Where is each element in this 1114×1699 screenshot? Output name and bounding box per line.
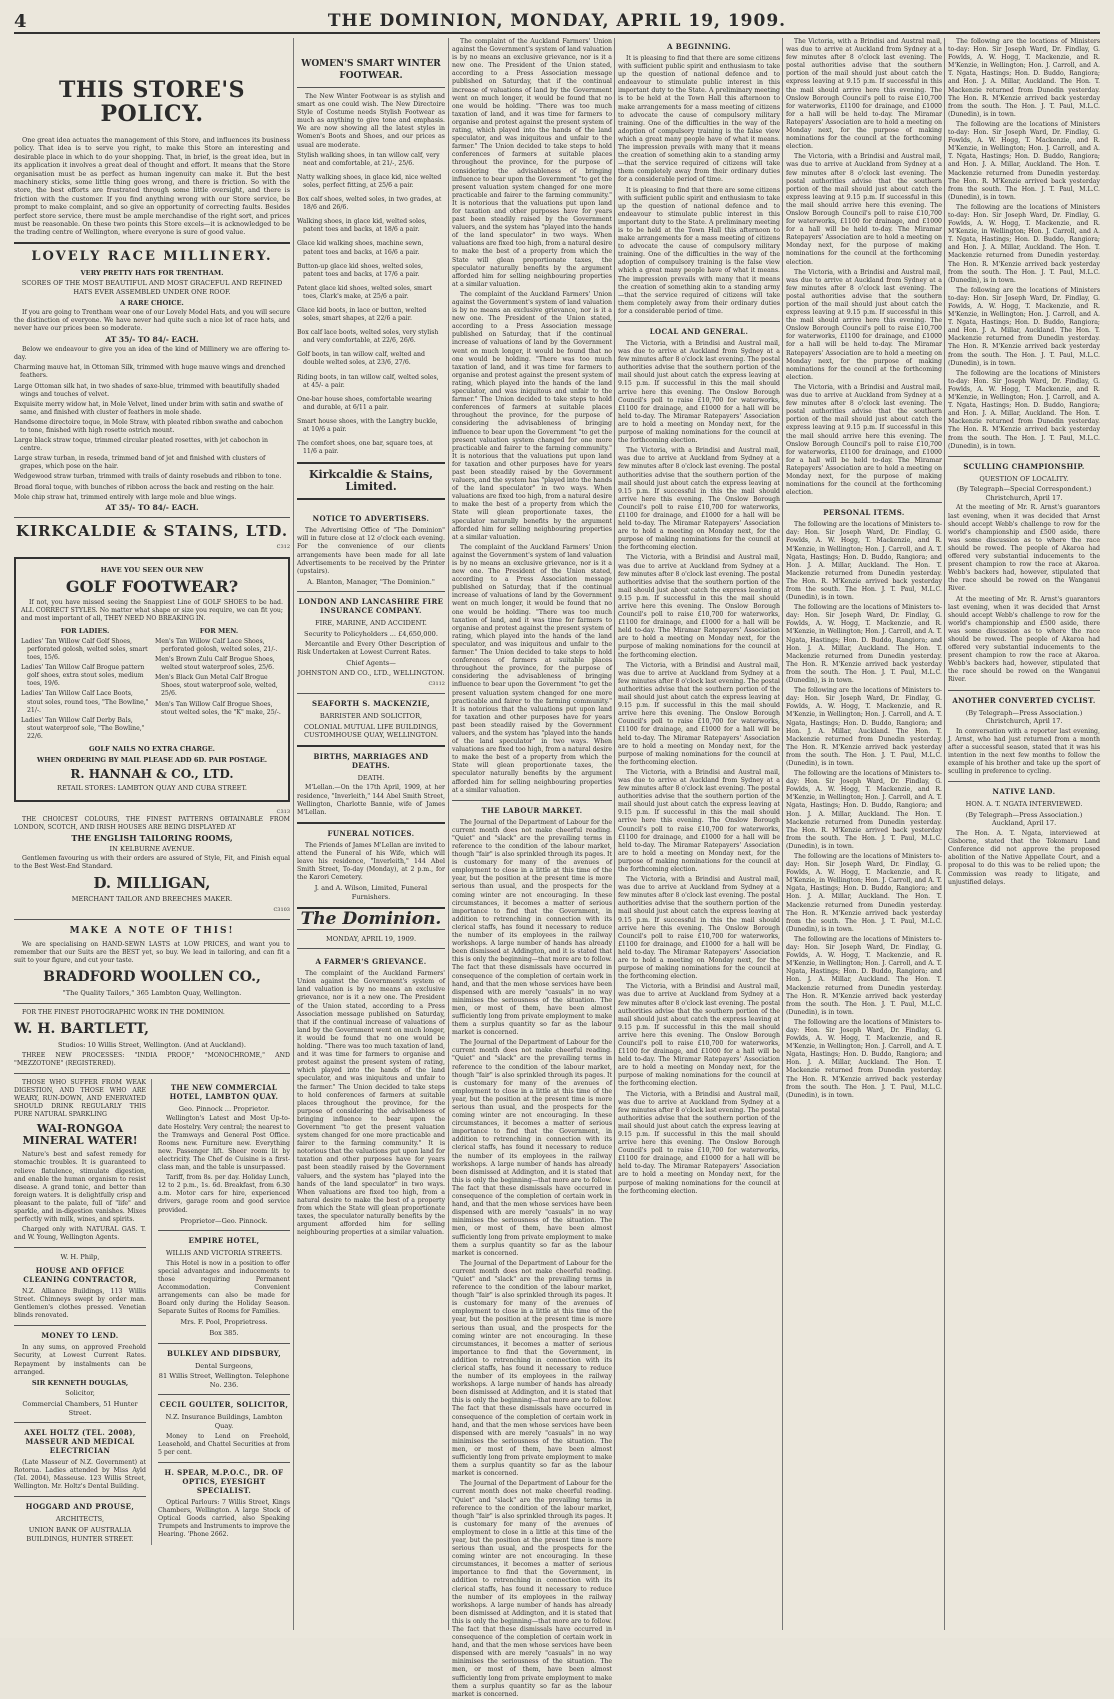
list-item: Ladies' Tan Willow Calf Lace Boots, stout soles, round toes, "The Bowline," 21/-. — [21, 690, 149, 714]
list-item: Mole chip straw hat, trimmed entirely with large mole and blue wings. — [14, 493, 237, 501]
insurance-agents: JOHNSTON AND CO., LTD., WELLINGTON. — [297, 669, 445, 678]
sculling-body-2: At the meeting of Mr. R. Arnst's guarantors last evening, when it was decided that Arnst should accept Webb's challenge to row for the world's championship and £500 aside, there was some discussion as to where the race should be rowed. The people of Akaroa had offered very substantial inducements to the present champion to row the race at Akaroa. Webb's backers had, however, stipulated that the race should be rowed on the Wanganui River. — [948, 595, 1100, 684]
farmers-continued-3: The complaint of the Auckland Farmers' Union against the Government's system of land valuation is by no means an exclusive grievance, nor is it a new one. The President of the Union stated, according to a Press Association message published on Saturday, that if the continual increase of valuations of land by the Government went on much longer, it would be found that no one would be holding. "There was too much taxation of land, and it was time for farmers to organise and protest against the present system of rating, which played into the hands of the land speculator, and was iniquitous and unfair to the farmer." The Union decided to take steps to hold conferences of farmers at suitable places throughout the province, for the purpose of considering the advisableness of bringing influence to bear upon the Government "to get the present valuation system changed for one more practicable and fairer to the farming community." It is notorious that the valuations put upon land for taxation and other purposes have for years past been steadily raised by the Government valuers, and the system has "played into the hands of the land speculator" in two ways. When valuations are fixed too high, from a natural desire to make the best of a property from which the State will glean proportionate taxes, the speculator naturally benefits by the argument afforded him for selling neighbouring properties at a similar valuation. — [452, 543, 612, 794]
commercial-hotel-tariff: Tariff, from 8s. per day. Holiday Lunch, 12 to 2 p.m., 1s. 6d. Breakfast, from 6.30 a.m. Motor cars for hire, experienced drivers, garage room and good service provided. — [158, 1174, 290, 1214]
list-item: The comfort shoes, one bar, square toes, at 11/6 a pair. — [297, 440, 433, 456]
commercial-hotel-heading: THE NEW COMMERCIAL HOTEL, LAMBTON QUAY. — [169, 1082, 279, 1101]
column-4 — [618, 38, 780, 1630]
farmers-continued-2: The complaint of the Auckland Farmers' Union against the Government's system of land valuation is by no means an exclusive grievance, nor is it a new one. The President of the Union stated, according to a Press Association message published on Saturday, that if the continual increase of valuations of land by the Government went on much longer, it would be found that no one would be holding. "There was too much taxation of land, and it was time for farmers to organise and protest against the present system of rating, which played into the hands of the land speculator, and was iniquitous and unfair to the farmer." The Union decided to take steps to hold conferences of farmers at suitable places throughout the province, for the purpose of considering the advisableness of bringing influence to bear upon the Government "to get the present valuation system changed for one more practicable and fairer to the farming community." It is notorious that the valuations put upon land for taxation and other purposes have for years past been steadily raised by the Government valuers, and the system has "played into the hands of the land speculator" in two ways. When valuations are fixed too high, from a natural desire to make the best of a property from which the State will glean proportionate taxes, the speculator naturally benefits by the argument afforded him for selling neighbouring properties at a similar valuation. — [452, 290, 612, 541]
footwear-heading: WOMEN'S SMART WINTER FOOTWEAR. — [301, 59, 441, 81]
commercial-hotel-proprietor-2: Proprietor—Geo. Pinnock. — [180, 1216, 268, 1225]
commercial-hotel-body: Wellington's Latest and Most Up-to-date Hostelry. Very central; the nearest to the Tramways and General Post Office. Rooms new. Furniture new. Everything new. Passenger lift. Sheer room lit by electricity. The Chef de Cuisine is a first-class man, and the table is unsurpassed. — [158, 1115, 290, 1172]
personal-continued-4: The following are the locations of Ministers to-day: Hon. Sir Joseph Ward, Dr. Findlay, G. Fowlds, A. W. Hogg, T. Mackenzie, and R. M'Kenzie, in Wellington; Hon. J. Carroll, and A. T. Ngata, Hastings; Hon. D. Buddo, Rangiora; and Hon. J. A. Millar, Auckland. The Hon. T. Mackenzie returned from Dunedin yesterday. The Hon. R. M'Kenzie arrived back yesterday from the south. The Hon. J. T. Paul, M.L.C. (Dunedin), is in town. — [948, 286, 1100, 367]
personal-body: The following are the locations of Ministers to-day: Hon. Sir Joseph Ward, Dr. Findlay, G. Fowlds, A. W. Hogg, T. Mackenzie, and R. M'Kenzie, in Wellington; Hon. J. Carroll, and A. T. Ngata, Hastings; Hon. D. Buddo, Rangiora; and Hon. J. A. Millar, Auckland. The Hon. T. Mackenzie returned from Dunedin yesterday. The Hon. R. M'Kenzie arrived back yesterday from the south. The Hon. J. T. Paul, M.L.C. (Dunedin), is in town. — [786, 521, 942, 602]
millinery-intro: If you are going to Trentham wear one of our Lovely Model Hats, and you will secure the distinction of everyone. We have never had quite such a nice lot of race hats, and never have our prices been so moderate. — [14, 309, 290, 333]
milligan-intro: THE CHOICEST COLOURS, THE FINEST PATTERNS OBTAINABLE FROM LONDON, SCOTCH, AND IRISH HOUSES ARE BEING DISPLAYED AT — [14, 815, 290, 831]
list-item: Wedgewood straw turban, trimmed with trails of dainty rosebuds and ribbon to tone. — [14, 473, 282, 481]
list-item: Box calf shoes, welted soles, in two grades, at 18/6 and 26/6. — [297, 196, 442, 212]
sculling-dateline: (By Telegraph—Special Correspondent.) Christchurch, April 17. — [956, 485, 1092, 502]
list-item: Charming mauve hat, in Ottoman Silk, trimmed with huge mauve wings and drenched feathers. — [14, 364, 286, 380]
list-item: Golf boots, in tan willow calf, welted and double welted soles, at 23/6, 27/6. — [297, 351, 425, 367]
personal-continued-3: The following are the locations of Ministers to-day: Hon. Sir Joseph Ward, Dr. Findlay, G. Fowlds, A. W. Hogg, T. Mackenzie, and R. M'Kenzie, in Wellington; Hon. J. Carroll, and A. T. Ngata, Hastings; Hon. D. Buddo, Rangiora; and Hon. J. A. Millar, Auckland. The Hon. T. Mackenzie returned from Dunedin yesterday. The Hon. R. M'Kenzie arrived back yesterday from the south. The Hon. J. T. Paul, M.L.C. (Dunedin), is in town. — [948, 203, 1100, 284]
insurance-body: Mercantile and Every Other Description of Risk Undertaken at Lowest Current Rates. — [297, 640, 445, 656]
goulter-body: Money to Lend on Freehold, Leasehold, and Chattel Securities at from 5 per cent. — [158, 1432, 290, 1456]
local-body: The Victoria, with a Brindisi and Austral mail, was due to arrive at Auckland from Sydney at a few minutes after 8 o'clock last evening. The postal authorities advise that the southern portion of the mail should just about catch the express leaving at 9.15 p.m. If successful in this the mail should arrive here this evening. The Onslow Borough Council's poll to raise £10,700 for waterworks, £1100 for drainage, and £1000 for a hall will be held to-day. The Miramar Ratepayers' Association are to hold a meeting on Monday next, for the purpose of making nominations for the council at the forthcoming election. — [618, 340, 780, 445]
commercial-hotel-proprietor: Geo. Pinnock ... Proprietor. — [178, 1104, 270, 1113]
bartlett-intro: FOR THE FINEST PHOTOGRAPHIC WORK IN THE DOMINION. — [22, 1009, 225, 1016]
douglas-title: Solicitor, — [65, 1389, 95, 1398]
local-continued-4: The Victoria, with a Brindisi and Austral mail, was due to arrive at Auckland from Sydney at a few minutes after 8 o'clock last evening. The postal authorities advise that the southern portion of the mail should just about catch the express leaving at 9.15 p.m. If successful in this the mail should arrive here this evening. The Onslow Borough Council's poll to raise £10,700 for waterworks, £1100 for drainage, and £1000 for a hall will be held to-day. The Miramar Ratepayers' Association are to hold a meeting on Monday next, for the purpose of making nominations for the council at the forthcoming election. — [786, 383, 942, 497]
bradford-tagline: "The Quality Tailors," 365 Lambton Quay, Wellington. — [62, 989, 242, 998]
personal-body-7: The following are the locations of Ministers to-day: Hon. Sir Joseph Ward, Dr. Findlay, G. Fowlds, A. W. Hogg, T. Mackenzie, and R. M'Kenzie, in Wellington; Hon. J. Carroll, and A. T. Ngata, Hastings; Hon. D. Buddo, Rangiora; and Hon. J. A. Millar, Auckland. The Hon. T. Mackenzie returned from Dunedin yesterday. The Hon. R. M'Kenzie arrived back yesterday from the south. The Hon. J. T. Paul, M.L.C. (Dunedin), is in town. — [786, 1018, 942, 1099]
list-item: Exquisite merry widow hat, in Mole Velvet, lined under brim with satin and swathe of same, and finished with cluster of feathers in mole shade. — [14, 400, 283, 416]
empire-hotel-box: Box 385. — [209, 1329, 239, 1338]
list-item: Large straw turban, in reseda, trimmed band of jet and finished with clusters of grapes, which pose on the hair. — [14, 455, 266, 471]
list-item: Walking shoes, in glace kid, welted soles, patent toes and backs, at 18/6 a pair. — [297, 218, 427, 234]
local-body-5: The Victoria, with a Brindisi and Austral mail, was due to arrive at Auckland from Sydney at a few minutes after 8 o'clock last evening. The postal authorities advise that the southern portion of the mail should just about catch the express leaving at 9.15 p.m. If successful in this the mail should arrive here this evening. The Onslow Borough Council's poll to raise £10,700 for waterworks, £1100 for drainage, and £1000 for a hall will be held to-day. The Miramar Ratepayers' Association are to hold a meeting on Monday next, for the purpose of making nominations for the council at the forthcoming election. — [618, 768, 780, 873]
native-land-heading: NATIVE LAND. — [992, 787, 1056, 797]
list-item: Glace kid boots, in lace or button, welted soles, smart shapes, at 22/6 a pair. — [297, 306, 427, 323]
list-item: Patent glace kid shoes, welted soles, smart toes, Clark's make, at 25/6 a pair. — [297, 284, 433, 300]
philp-name: W. H. Philp, — [60, 1253, 100, 1262]
death-heading: DEATH. — [357, 773, 385, 782]
sculling-body: At the meeting of Mr. R. Arnst's guarantors last evening, when it was decided that Arnst should accept Webb's challenge to row for the world's championship and £500 aside, there was some discussion as to where the race should be rowed. The people of Akaroa had offered very substantial inducements to the present champion to row the race at Akaroa. Webb's backers had, however, stipulated that the race should be rowed on the Wanganui River. — [948, 504, 1100, 593]
list-item: Glace kid walking shoes, machine sewn, patent toes and backs, at 16/6 a pair. — [297, 240, 424, 256]
local-continued-3: The Victoria, with a Brindisi and Austral mail, was due to arrive at Auckland from Sydney at a few minutes after 8 o'clock last evening. The postal authorities advise that the southern portion of the mail should just about catch the express leaving at 9.15 p.m. If successful in this the mail should arrive here this evening. The Onslow Borough Council's poll to raise £10,700 for waterworks, £1100 for drainage, and £1000 for a hall will be held to-day. The Miramar Ratepayers' Association are to hold a meeting on Monday next, for the purpose of making nominations for the council at the forthcoming election. — [786, 268, 942, 381]
holtz-name: AXEL HOLTZ (TEL. 2008), MASSEUR AND MEDICAL ELECTRICIAN — [24, 1428, 136, 1456]
ad-code: C3103 — [273, 907, 290, 914]
bulkley-address: 81 Willis Street, Wellington. Telephone No. 236. — [158, 1372, 290, 1389]
local-body-7: The Victoria, with a Brindisi and Austral mail, was due to arrive at Auckland from Sydney at a few minutes after 8 o'clock last evening. The postal authorities advise that the southern portion of the mail should just about catch the express leaving at 9.15 p.m. If successful in this the mail should arrive here this evening. The Onslow Borough Council's poll to raise £10,700 for waterworks, £1100 for drainage, and £1000 for a hall will be held to-day. The Miramar Ratepayers' Association are to hold a meeting on Monday next, for the purpose of making nominations for the council at the forthcoming election. — [618, 983, 780, 1088]
wairongoa-name: WAI-RONGOA MINERAL WATER! — [22, 1122, 138, 1148]
seaforth-address: COLONIAL MUTUAL LIFE BUILDINGS, CUSTOMHOUSE QUAY, WELLINGTON. — [303, 722, 439, 740]
empire-hotel-body: This Hotel is now in a position to offer special advantages and inducements to those requiring Permanent Accommodation. Convenient arrangements can also be made for Board only during the Holiday Season. Separate Suites of Rooms for Families. — [158, 1259, 290, 1316]
wairongoa-body: Nature's best and safest remedy for stomachic troubles. It is guaranteed to relieve flatulence, stimulate digestion, and enable the human organism to resist disease. A grand tonic, and better than foreign waters. It is delightfully crisp and pleasant to the palate, full of "life" and sparkle, and in-digestion vanishes. Mixes perfectly with milk, wines, and spirits. — [14, 1151, 146, 1224]
labour-body-3: The Journal of the Department of Labour for the current month does not make cheerful reading. "Quiet" and "slack" are the prevailing terms in reference to the condition of the labour market, though "fair" is also sprinkled through its pages. It is customary for many of the avenues of employment to close in a little at this time of the year, but the position at the present time is more serious than usual, and the prospects for the coming winter are not encouraging. In these circumstances, it becomes a matter of serious importance to find that the Government, in addition to retrenching in connection with its clerical staffs, has found it necessary to reduce the number of its employees in the railway workshops. A large number of hands has already been dismissed at Addington, and it is stated that this is only the beginning—that more are to follow. The fact that these dismissals have occurred in consequence of the completion of certain work in hand, and that the men whose services have been dispensed with are merely "casuals" in no way minimises the seriousness of the situation. The men, or most of them, have been almost sufficiently long from private employment to make them a surplus quantity so far as the labour market is concerned. — [452, 1259, 612, 1478]
empire-hotel-proprietor: Mrs. F. Pool, Proprietress. — [180, 1318, 268, 1327]
list-item: Men's Tan Willow Calf Brogue Shoes, stout welted soles, the "K" make, 25/-. — [155, 700, 281, 716]
local-body-8: The Victoria, with a Brindisi and Austral mail, was due to arrive at Auckland from Sydney at a few minutes after 8 o'clock last evening. The postal authorities advise that the southern portion of the mail should just about catch the express leaving at 9.15 p.m. If successful in this the mail should arrive here this evening. The Onslow Borough Council's poll to raise £10,700 for waterworks, £1100 for drainage, and £1000 for a hall will be held to-day. The Miramar Ratepayers' Association are to hold a meeting on Monday next, for the purpose of making nominations for the council at the forthcoming election. — [618, 1090, 780, 1195]
store-policy-heading: THIS STORE'S POLICY. — [58, 77, 246, 127]
local-body-2: The Victoria, with a Brindisi and Austral mail, was due to arrive at Auckland from Sydney at a few minutes after 8 o'clock last evening. The postal authorities advise that the southern portion of the mail should just about catch the express leaving at 9.15 p.m. If successful in this the mail should arrive here this evening. The Onslow Borough Council's poll to raise £10,700 for waterworks, £1100 for drainage, and £1000 for a hall will be held to-day. The Miramar Ratepayers' Association are to hold a meeting on Monday next, for the purpose of making nominations for the council at the forthcoming election. — [618, 447, 780, 552]
millinery-list — [14, 364, 290, 501]
bartlett-studios: Studios: 10 Willis Street, Wellington. (And at Auckland). — [58, 1041, 246, 1050]
golf-intro: If not, you have missed seeing the Snappiest Line of GOLF SHOES to be had. ALL CORRECT STYLES. No matter what shape or size you require, we can fit you; and most important of all, THEY NEED NO BREAKING IN. — [21, 599, 283, 623]
philp-heading: HOUSE AND OFFICE CLEANING CONTRACTOR, — [23, 1265, 137, 1284]
cyclist-dateline: (By Telegraph—Press Association.) Christchurch, April 17. — [965, 708, 1083, 726]
footwear-list — [297, 152, 445, 457]
personal-body-6: The following are the locations of Ministers to-day: Hon. Sir Joseph Ward, Dr. Findlay, G. Fowlds, A. W. Hogg, T. Mackenzie, and R. M'Kenzie, in Wellington; Hon. J. Carroll, and A. T. Ngata, Hastings; Hon. D. Buddo, Rangiora; and Hon. J. A. Millar, Auckland. The Hon. T. Mackenzie returned from Dunedin yesterday. The Hon. R. M'Kenzie arrived back yesterday from the south. The Hon. J. T. Paul, M.L.C. (Dunedin), is in town. — [786, 935, 942, 1016]
dominion-date: MONDAY, APRIL 19, 1909. — [325, 934, 417, 943]
men-heading: FOR MEN. — [199, 627, 239, 636]
empire-hotel-address: WILLIS AND VICTORIA STREETS. — [165, 1249, 283, 1258]
milligan-trade: MERCHANT TAILOR AND BREECHES MAKER. — [71, 895, 233, 904]
column-6 — [948, 38, 1100, 1630]
personal-continued: The following are the locations of Ministers to-day: Hon. Sir Joseph Ward, Dr. Findlay, G. Fowlds, A. W. Hogg, T. Mackenzie, and R. M'Kenzie, in Wellington; Hon. J. Carroll, and A. T. Ngata, Hastings; Hon. D. Buddo, Rangiora; and Hon. J. A. Millar, Auckland. The Hon. T. Mackenzie returned from Dunedin yesterday. The Hon. R. M'Kenzie arrived back yesterday from the south. The Hon. J. T. Paul, M.L.C. (Dunedin), is in town. — [948, 38, 1100, 118]
labour-body-4: The Journal of the Department of Labour for the current month does not make cheerful reading. "Quiet" and "slack" are the prevailing terms in reference to the condition of the labour market, though "fair" is also sprinkled through its pages. It is customary for many of the avenues of employment to close in a little at this time of the year, but the position at the present time is more serious than usual, and the prospects for the coming winter are not encouraging. In these circumstances, it becomes a matter of serious importance to find that the Government, in addition to retrenching in connection with its clerical staffs, has found it necessary to reduce the number of its employees in the railway workshops. A large number of hands has already been dismissed at Addington, and it is stated that this is only the beginning—that more are to follow. The fact that these dismissals have occurred in consequence of the completion of certain work in hand, and that the men whose services have been dispensed with are merely "casuals" in no way minimises the seriousness of the situation. The men, or most of them, have been almost sufficiently long from private employment to make them a surplus quantity so far as the labour market is concerned. — [452, 1480, 612, 1698]
list-item: Box calf lace boots, welted soles, very stylish and very comfortable, at 22/6, 26/6. — [297, 329, 439, 345]
cyclist-heading: ANOTHER CONVERTED CYCLIST. — [952, 695, 1096, 705]
page-title: THE DOMINION, MONDAY, APRIL 19, 1909. — [327, 11, 787, 31]
millinery-below: Below we endeavour to give you an idea of the kind of Millinery we are offering to-day. — [14, 346, 290, 362]
list-item: Stylish walking shoes, in tan willow calf, very neat and comfortable, at 21/-, 25/6. — [297, 151, 440, 167]
millinery-heading: LOVELY RACE MILLINERY. — [31, 248, 273, 264]
wairongoa-intro: THOSE WHO SUFFER FROM WEAK DIGESTION, AND THOSE WHO ARE WEARY, RUN-DOWN, AND ENERVATED SHOULD DRINK REGULARLY THIS PURE NATURAL SPARKLING — [14, 1078, 146, 1119]
spear-name: H. SPEAR, M.P.O.C., DR. OF OPTICS, EYESIGHT SPECIALIST. — [164, 1467, 284, 1495]
hannah-name: R. HANNAH & CO., LTD. — [70, 767, 234, 782]
money-heading: MONEY TO LEND. — [41, 1331, 119, 1341]
local-body-3: The Victoria, with a Brindisi and Austral mail, was due to arrive at Auckland from Sydney at a few minutes after 8 o'clock last evening. The postal authorities advise that the southern portion of the mail should just about catch the express leaving at 9.15 p.m. If successful in this the mail should arrive here this evening. The Onslow Borough Council's poll to raise £10,700 for waterworks, £1100 for drainage, and £1000 for a hall will be held to-day. The Miramar Ratepayers' Association are to hold a meeting on Monday next, for the purpose of making nominations for the council at the forthcoming election. — [618, 554, 780, 659]
hoggard-name: HOGGARD AND PROUSE, — [25, 1502, 135, 1512]
ladies-heading: FOR LADIES. — [60, 627, 110, 636]
column-5 — [786, 38, 942, 1630]
bradford-heading: MAKE A NOTE OF THIS! — [69, 926, 235, 937]
insurance-lines: FIRE, MARINE, AND ACCIDENT. — [315, 619, 427, 628]
seaforth-name: SEAFORTH S. MACKENZIE, — [311, 699, 431, 709]
goulter-name: CECIL GOULTER, SOLICITOR, — [159, 1400, 289, 1410]
labour-body-2: The Journal of the Department of Labour for the current month does not make cheerful reading. "Quiet" and "slack" are the prevailing terms in reference to the condition of the labour market, though "fair" is also sprinkled through its pages. It is customary for many of the avenues of employment to close in a little at this time of the year, but the position at the present time is more serious than usual, and the prospects for the coming winter are not encouraging. In these circumstances, it becomes a matter of serious importance to find that the Government, in addition to retrenching in connection with its clerical staffs, has found it necessary to reduce the number of its employees in the railway workshops. A large number of hands has already been dismissed at Addington, and it is stated that this is only the beginning—that more are to follow. The fact that these dismissals have occurred in consequence of the completion of certain work in hand, and that the men whose services have been dispensed with are merely "casuals" in no way minimises the seriousness of the situation. The men, or most of them, have been almost sufficiently long from private employment to make them a surplus quantity so far as the labour market is concerned. — [452, 1039, 612, 1257]
footwear-intro: The New Winter Footwear is as stylish and smart as one could wish. The New Directoire Style of Costume needs Stylish Footwear as much as anything to give tone and emphasis. We are now showing all the latest styles in Women's Boots and Shoes, and our prices as usual are moderate. — [297, 93, 445, 149]
millinery-subheading: VERY PRETTY HATS FOR TRENTHAM. — [80, 268, 224, 277]
column-1 — [14, 38, 290, 1630]
native-land-body: The Hon. A. T. Ngata, interviewed at Gisborne, stated that the Tokomaru Land Conference did not approve the proposed abolition of the Native Appellate Court, and a proposal to do this was to be relied upon; the Commission was ready to litigate, and unjustified delays. — [948, 830, 1100, 886]
funeral-heading: FUNERAL NOTICES. — [327, 828, 415, 838]
page-number: 4 — [14, 10, 27, 32]
millinery-price-2: AT 35/- TO 84/- EACH. — [105, 502, 199, 512]
funeral-body: The Friends of James M'Lellan are invited to attend the Funeral of his Wife, which will leave his residence, "Inverleith," 144 Abel Smith Street, To-day (Monday), at 2 p.m., for the Karori Cemetery. — [297, 841, 445, 882]
list-item: Broad floral toque, with bunches of ribbon across the back and resting on the hair. — [14, 483, 274, 491]
list-item: Ladies' Tan Willow Calf Derby Bals, stout waterproof sole, "The Bowline," 22/6. — [21, 716, 145, 740]
hoggard-trade: ARCHITECTS, — [55, 1515, 105, 1524]
millinery-lead: SCORES OF THE MOST BEAUTIFUL AND MOST GRACEFUL AND REFINED HATS EVER ASSEMBLED UNDER ONE ROOF. — [21, 279, 283, 297]
store-policy-body: One great idea actuates the management of this Store, and influences its business policy. That idea is to serve you right, to make this Store an interesting and desirable place in which to do your shopping. That, in brief, is the great idea, but in its application it involves a great deal of thought and effort. It means that the Store organisation must be as perfect as human ingenuity can make it. But the best machinery sticks, some little thing goes wrong, and there is friction. So with the store, the best efforts are frustrated through some little oversight, and there is friction with the customer. If you find anything wrong with our Store service, be prompt to make complaint, and so give an opportunity of correcting faults. Besides perfect store service, there must be ample merchandise of the right sort, and prices must be reasonable. On these two points this Store excels—it is acknowledged to be the trading centre of Wellington, where everyone is sure of good value. — [14, 136, 290, 237]
list-item: Ladies' Tan Willow Calf Brogue pattern golf shoes, extra stout soles, medium toes, 19/6. — [21, 664, 145, 688]
golf-question: HAVE YOU SEEN OUR NEW — [100, 566, 204, 575]
cyclist-body: In conversation with a reporter last evening, J. Arnst, who had just returned from a month after a successful season, stated that it was his intention in the next few months to follow the example of his brother and take up the sport of sculling in preference to cycling. — [948, 727, 1100, 776]
bulkley-trade: Dental Surgeons, — [195, 1361, 253, 1370]
local-body-4: The Victoria, with a Brindisi and Austral mail, was due to arrive at Auckland from Sydney at a few minutes after 8 o'clock last evening. The postal authorities advise that the southern portion of the mail should just about catch the express leaving at 9.15 p.m. If successful in this the mail should arrive here this evening. The Onslow Borough Council's poll to raise £10,700 for waterworks, £1100 for drainage, and £1000 for a hall will be held to-day. The Miramar Ratepayers' Association are to hold a meeting on Monday next, for the purpose of making nominations for the council at the forthcoming election. — [618, 661, 780, 766]
labour-body: The Journal of the Department of Labour for the current month does not make cheerful reading. "Quiet" and "slack" are the prevailing terms in reference to the condition of the labour market, though "fair" is also sprinkled through its pages. It is customary for many of the avenues of employment to close in a little at this time of the year, but the position at the present time is more serious than usual, and the prospects for the coming winter are not encouraging. In these circumstances, it becomes a matter of serious importance to find that the Government, in addition to retrenching in connection with its clerical staffs, has found it necessary to reduce the number of its employees in the railway workshops. A large number of hands has already been dismissed at Addington, and it is stated that this is only the beginning—that more are to follow. The fact that these dismissals have occurred in consequence of the completion of certain work in hand, and that the men whose services have been dispensed with are merely "casuals" in no way minimises the seriousness of the situation. The men, or most of them, have been almost sufficiently long from private employment to make them a surplus quantity so far as the labour market is concerned. — [452, 818, 612, 1037]
funeral-signature: J. and A. Wilson, Limited, Funeral Furnishers. — [314, 884, 428, 901]
beginning-body-2: It is pleasing to find that there are some citizens with sufficient public spirit and enthusiasm to take up the question of national defence and to endeavour to stimulate public interest in this important duty to the State. A preliminary meeting is to be held at the Town Hall this afternoon to make arrangements for a mass meeting of citizens to advocate the cause of compulsory military training. One of the difficulties in the way of the adoption of compulsory training is the false view which a great many people have of what it means. The impression prevails with many that it means the creation of something akin to a standing army—that the service required of citizens will take them completely away from their ordinary duties for a considerable period of time. — [618, 186, 780, 315]
golf-nails: GOLF NAILS NO EXTRA CHARGE. — [89, 745, 215, 753]
list-item: Ladies' Tan Willow Calf Golf Shoes, perforated golosh, welted soles, smart toes, 15/6. — [21, 637, 148, 662]
wairongoa-agents: Charged only with NATURAL GAS. T. and W. Young, Wellington Agents. — [14, 1226, 146, 1242]
list-item: Large Ottoman silk hat, in two shades of saxe-blue, trimmed with beautifully shaded wings and touches of velvet. — [14, 382, 280, 398]
list-item: Men's Brown Zulu Calf Brogue Shoes, welted stout waterproof soles, 25/6. — [155, 656, 275, 672]
list-item: Men's Tan Willow Calf Lace Shoes, perforated golosh, welted soles, 21/-. — [155, 637, 278, 653]
bartlett-processes: THREE NEW PROCESSES: "INDIA PROOF," "MONOCHROME," AND "MEZZOTONE" (REGISTERED). — [14, 1051, 290, 1067]
notice-body: The Advertising Office of "The Dominion" will in future close at 12 o'clock each evening. For the convenience of our clients arrangements have been made for all late Advertisements to be received by the Printer (upstairs). — [297, 527, 445, 575]
list-item: Men's Black Gun Metal Calf Brogue Shoes, stout waterproof sole, welted, 25/6. — [155, 674, 278, 698]
farmers-body: The complaint of the Auckland Farmers' Union against the Government's system of land valuation is by no means an exclusive grievance, nor is it a new one. The President of the Union stated, according to a Press Association message published on Saturday, that if the continual increase of valuations of land by the Government went on much longer, it would be found that no one would be holding. "There was too much taxation of land, and it was time for farmers to organise and protest against the present system of rating, which played into the hands of the land speculator, and was iniquitous and unfair to the farmer." The Union decided to take steps to hold conferences of farmers at suitable places throughout the province, for the purpose of considering the advisableness of bringing influence to bear upon the Government "to get the present valuation system changed for one more practicable and fairer to the farming community." It is notorious that the valuations put upon land for taxation and other purposes have for years past been steadily raised by the Government valuers, and the system has "played into the hands of the land speculator" in two ways. When valuations are fixed too high, from a natural desire to make the best of a property from which the State will glean proportionate taxes, the speculator naturally benefits by the argument afforded him for selling neighbouring properties at a similar valuation. — [297, 970, 445, 1237]
list-item: Large black straw toque, trimmed circular pleated rosettes, with jet cabochon in centre. — [14, 437, 268, 453]
labour-heading: THE LABOUR MARKET. — [481, 805, 583, 815]
kirkcaldie-name: KIRKCALDIE & STAINS, LTD. — [15, 522, 289, 541]
column-3 — [452, 38, 612, 1698]
dominion-nameplate: The Dominion. — [300, 908, 442, 929]
footwear-firm: Kirkcaldie & Stains, Limited. — [309, 468, 433, 494]
beginning-heading: A BEGINNING. — [667, 42, 731, 51]
personal-body-3: The following are the locations of Ministers to-day: Hon. Sir Joseph Ward, Dr. Findlay, G. Fowlds, A. W. Hogg, T. Mackenzie, and R. M'Kenzie, in Wellington; Hon. J. Carroll, and A. T. Ngata, Hastings; Hon. D. Buddo, Rangiora; and Hon. J. A. Millar, Auckland. The Hon. T. Mackenzie returned from Dunedin yesterday. The Hon. R. M'Kenzie arrived back yesterday from the south. The Hon. J. T. Paul, M.L.C. (Dunedin), is in town. — [786, 687, 942, 767]
philp-body: N.Z. Alliance Buildings, 113 Willis Street. Chimneys swept by order man. Gentlemen's clothes pressed. Venetian blinds renovated. — [14, 1287, 146, 1320]
insurance-security: Security to Policyholders ... £4,650,000. — [304, 630, 438, 639]
seaforth-title: BARRISTER AND SOLICITOR, — [319, 712, 423, 721]
money-body: In any sums, on approved Freehold Security, at Lowest Current Rates. Repayment by instalments can be arranged. — [14, 1344, 146, 1376]
milligan-street: IN KELBURNE AVENUE. — [109, 844, 195, 853]
bulkley-name: BULKLEY AND DIDSBURY, — [166, 1348, 282, 1358]
personal-body-5: The following are the locations of Ministers to-day: Hon. Sir Joseph Ward, Dr. Findlay, G. Fowlds, A. W. Hogg, T. Mackenzie, and R. M'Kenzie, in Wellington; Hon. J. Carroll, and A. T. Ngata, Hastings; Hon. D. Buddo, Rangiora; and Hon. J. A. Millar, Auckland. The Hon. T. Mackenzie returned from Dunedin yesterday. The Hon. R. M'Kenzie arrived back yesterday from the south. The Hon. J. T. Paul, M.L.C. (Dunedin), is in town. — [786, 853, 942, 933]
native-land-sub: HON. A. T. NGATA INTERVIEWED. — [965, 800, 1083, 809]
death-notice: M'Lellan.—On the 17th April, 1909, at her residence, "Inverleith," 144 Abel Smith Street, Wellington, Charlotte Bannie, wife of James M'Lellan. — [297, 784, 445, 816]
list-item: One-bar house shoes, comfortable wearing and durable, at 6/11 a pair. — [297, 395, 432, 411]
column-2 — [297, 38, 445, 1630]
notice-heading: NOTICE TO ADVERTISERS. — [312, 514, 430, 524]
milligan-note: Gentlemen favouring us with their orders are assured of Style, Fit, and Finish equal to the Best West-End Standard. — [14, 855, 290, 871]
insurance-agents-heading: Chief Agents— — [346, 658, 396, 667]
milligan-rooms: THE ENGLISH TAILORING ROOMS, — [71, 833, 233, 844]
bradford-body: We are specialising on HAND-SEWN LASTS at LOW PRICES, and want you to remember that our Suits are the BEST yet, so buy. We lead in tailoring, and can fit a suit to your figure, and cut your taste. — [14, 941, 290, 965]
personal-continued-5: The following are the locations of Ministers to-day: Hon. Sir Joseph Ward, Dr. Findlay, G. Fowlds, A. W. Hogg, T. Mackenzie, and R. M'Kenzie, in Wellington; Hon. J. Carroll, and A. T. Ngata, Hastings; Hon. D. Buddo, Rangiora; and Hon. J. A. Millar, Auckland. The Hon. T. Mackenzie returned from Dunedin yesterday. The Hon. R. M'Kenzie arrived back yesterday from the south. The Hon. J. T. Paul, M.L.C. (Dunedin), is in town. — [948, 369, 1100, 450]
sculling-heading: SCULLING CHAMPIONSHIP. — [963, 461, 1085, 471]
hoggard-address: UNION BANK OF AUSTRALIA BUILDINGS, HUNTER STREET. — [26, 1526, 134, 1543]
personal-heading: PERSONAL ITEMS. — [823, 508, 905, 518]
douglas-name: SIR KENNETH DOUGLAS, — [31, 1378, 129, 1387]
golf-mail: WHEN ORDERING BY MAIL PLEASE ADD 6D. PAIR POSTAGE. — [36, 755, 268, 764]
millinery-rare: A RARE CHOICE. — [120, 298, 184, 307]
farmers-heading: A FARMER'S GRIEVANCE. — [315, 957, 427, 967]
spear-body: Optical Parlours: 7 Willis Street, Kings Chambers, Wellington. A large Stock of Optical Goods carried, also Speaking Trumpets and Instruments to improve the Hearing. 'Phone 2662. — [158, 1498, 290, 1539]
page-masthead — [14, 10, 1100, 34]
notice-signature: A. Blanton, Manager, "The Dominion." — [307, 577, 435, 586]
local-continued: The Victoria, with a Brindisi and Austral mail, was due to arrive at Auckland from Sydney at a few minutes after 8 o'clock last evening. The postal authorities advise that the southern portion of the mail should just about catch the express leaving at 9.15 p.m. If successful in this the mail should arrive here this evening. The Onslow Borough Council's poll to raise £10,700 for waterworks, £1100 for drainage, and £1000 for a hall will be held to-day. The Miramar Ratepayers' Association are to hold a meeting on Monday next, for the purpose of making nominations for the council at the forthcoming election. — [786, 38, 942, 151]
farmers-continued: The complaint of the Auckland Farmers' Union against the Government's system of land valuation is by no means an exclusive grievance, nor is it a new one. The President of the Union stated, according to a Press Association message published on Saturday, that if the continual increase of valuations of land by the Government went on much longer, it would be found that no one would be holding. "There was too much taxation of land, and it was time for farmers to organise and protest against the present system of rating, which played into the hands of the land speculator, and was iniquitous and unfair to the farmer." The Union decided to take steps to hold conferences of farmers at suitable places throughout the province, for the purpose of considering the advisableness of bringing influence to bear upon the Government "to get the present valuation system changed for one more practicable and fairer to the farming community." It is notorious that the valuations put upon land for taxation and other purposes have for years past been steadily raised by the Government valuers, and the system has "played into the hands of the land speculator" in two ways. When valuations are fixed too high, from a natural desire to make the best of a property from which the State will glean proportionate taxes, the speculator naturally benefits by the argument afforded him for selling neighbouring properties at a similar valuation. — [452, 38, 612, 288]
empire-hotel-heading: EMPIRE HOTEL, — [188, 1236, 260, 1246]
bartlett-name: W. H. BARTLETT, — [14, 1021, 149, 1038]
douglas-address: Commercial Chambers, 51 Hunter Street. — [22, 1399, 138, 1417]
list-item: Handsome directoire toque, in Mole Straw, with pleated ribbon swathe and cabochon to tone, finished with high rosette ostrich mount. — [14, 418, 283, 434]
native-land-dateline: (By Telegraph—Press Association.) Auckland, April 17. — [965, 810, 1083, 828]
local-continued-2: The Victoria, with a Brindisi and Austral mail, was due to arrive at Auckland from Sydney at a few minutes after 8 o'clock last evening. The postal authorities advise that the southern portion of the mail should just about catch the express leaving at 9.15 p.m. If successful in this the mail should arrive here this evening. The Onslow Borough Council's poll to raise £10,700 for waterworks, £1100 for drainage, and £1000 for a hall will be held to-day. The Miramar Ratepayers' Association are to hold a meeting on Monday next, for the purpose of making nominations for the council at the forthcoming election. — [786, 153, 942, 266]
hannah-address: RETAIL STORES: LAMBTON QUAY AND CUBA STREET. — [57, 784, 247, 793]
personal-body-4: The following are the locations of Ministers to-day: Hon. Sir Joseph Ward, Dr. Findlay, G. Fowlds, A. W. Hogg, T. Mackenzie, and R. M'Kenzie, in Wellington; Hon. J. Carroll, and A. T. Ngata, Hastings; Hon. D. Buddo, Rangiora; and Hon. J. A. Millar, Auckland. The Hon. T. Mackenzie returned from Dunedin yesterday. The Hon. R. M'Kenzie arrived back yesterday from the south. The Hon. J. T. Paul, M.L.C. (Dunedin), is in town. — [786, 770, 942, 850]
list-item: Button-up glace kid shoes, welted soles, patent toes and backs, at 17/6 a pair. — [297, 262, 423, 278]
millinery-price: AT 35/- TO 84/- EACH. — [105, 334, 199, 344]
golf-heading: GOLF FOOTWEAR? — [65, 577, 239, 596]
ad-code: C3112 — [428, 681, 445, 687]
golf-footwear-ad — [14, 557, 290, 801]
list-item: Riding boots, in tan willow calf, welted soles, at 45/- a pair. — [297, 373, 439, 389]
local-heading: LOCAL AND GENERAL. — [649, 327, 749, 336]
insurance-heading: LONDON AND LANCASHIRE FIRE INSURANCE COMPANY. — [298, 597, 444, 616]
ad-code: C313 — [276, 808, 290, 815]
personal-continued-2: The following are the locations of Ministers to-day: Hon. Sir Joseph Ward, Dr. Findlay, G. Fowlds, A. W. Hogg, T. Mackenzie, and R. M'Kenzie, in Wellington; Hon. J. Carroll, and A. T. Ngata, Hastings; Hon. D. Buddo, Rangiora; and Hon. J. A. Millar, Auckland. The Hon. T. Mackenzie returned from Dunedin yesterday. The Hon. R. M'Kenzie arrived back yesterday from the south. The Hon. J. T. Paul, M.L.C. (Dunedin), is in town. — [948, 120, 1100, 201]
goulter-address: N.Z. Insurance Buildings, Lambton Quay. — [165, 1413, 283, 1430]
beginning-body: It is pleasing to find that there are some citizens with sufficient public spirit and enthusiasm to take up the question of national defence and to endeavour to stimulate public interest in this important duty to the State. A preliminary meeting is to be held at the Town Hall this afternoon to make arrangements for a mass meeting of citizens to advocate the cause of compulsory military training. One of the difficulties in the way of the adoption of compulsory training is the false view which a great many people have of what it means. The impression prevails with many that it means the creation of something akin to a standing army—that the service required of citizens will take them completely away from their ordinary duties for a considerable period of time. — [618, 55, 780, 184]
holtz-body: (Late Masseur of N.Z. Government) at Rotorua. Ladies attended by Miss Ayld (Tel. 2004), Masseuse. 123 Willis Street, Wellington. Mr. Holtz's Dental Building. — [14, 1459, 146, 1491]
milligan-name: D. MILLIGAN, — [93, 874, 211, 893]
local-body-6: The Victoria, with a Brindisi and Austral mail, was due to arrive at Auckland from Sydney at a few minutes after 8 o'clock last evening. The postal authorities advise that the southern portion of the mail should just about catch the express leaving at 9.15 p.m. If successful in this the mail should arrive here this evening. The Onslow Borough Council's poll to raise £10,700 for waterworks, £1100 for drainage, and £1000 for a hall will be held to-day. The Miramar Ratepayers' Association are to hold a meeting on Monday next, for the purpose of making nominations for the council at the forthcoming election. — [618, 876, 780, 981]
personal-body-2: The following are the locations of Ministers to-day: Hon. Sir Joseph Ward, Dr. Findlay, G. Fowlds, A. W. Hogg, T. Mackenzie, and R. M'Kenzie, in Wellington; Hon. J. Carroll, and A. T. Ngata, Hastings; Hon. D. Buddo, Rangiora; and Hon. J. A. Millar, Auckland. The Hon. T. Mackenzie returned from Dunedin yesterday. The Hon. R. M'Kenzie arrived back yesterday from the south. The Hon. J. T. Paul, M.L.C. (Dunedin), is in town. — [786, 604, 942, 685]
list-item: Smart house shoes, with the Langtry buckle, at 10/6 a pair. — [297, 417, 438, 433]
ad-code: C312 — [276, 544, 290, 551]
bradford-name: BRADFORD WOOLLEN CO., — [43, 969, 261, 986]
sculling-sub: QUESTION OF LOCALITY. — [979, 474, 1069, 483]
list-item: Natty walking shoes, in glace kid, nice welted soles, perfect fitting, at 25/6 a pair. — [297, 173, 442, 189]
births-heading: BIRTHS, MARRIAGES AND DEATHS. — [313, 751, 429, 770]
